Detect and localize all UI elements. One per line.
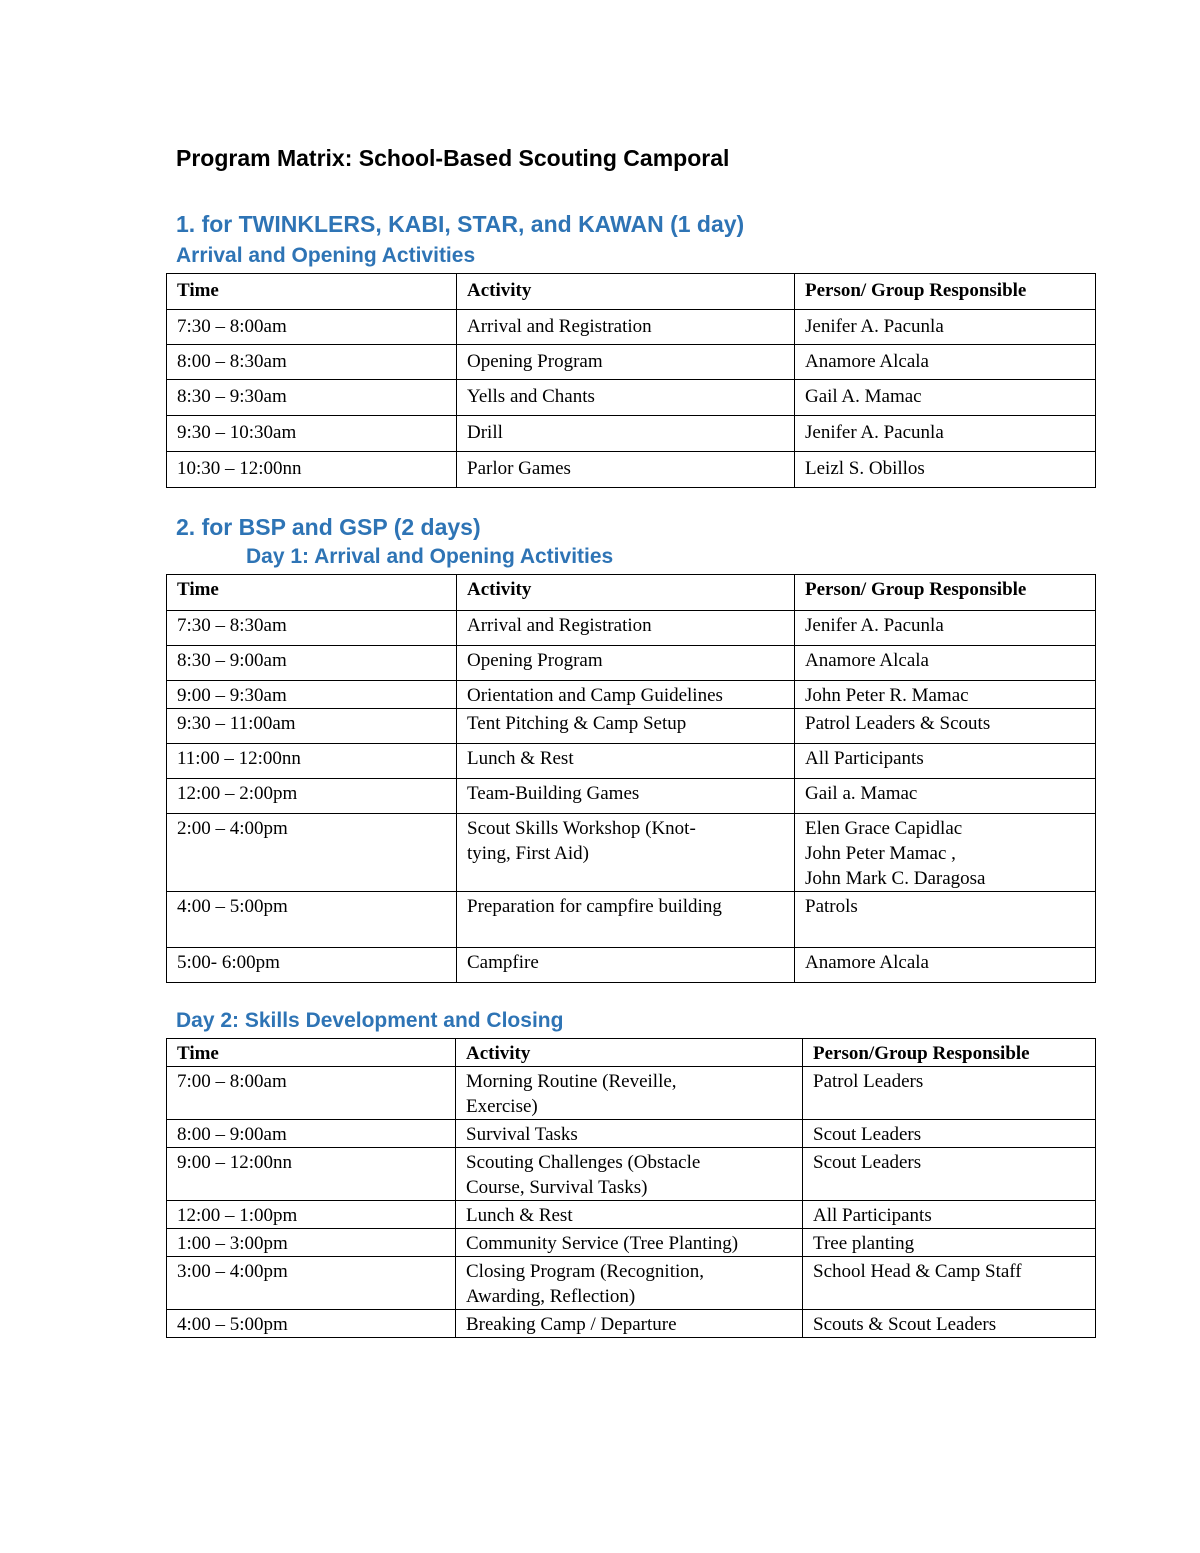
- cell-activity: Survival Tasks: [456, 1120, 803, 1148]
- schedule-table-day-1: [166, 574, 1096, 983]
- cell-activity: Tent Pitching & Camp Setup: [457, 709, 795, 744]
- section-2-heading: 2. for BSP and GSP (2 days): [176, 514, 481, 540]
- table-row: [167, 779, 1096, 814]
- table-header-row: [167, 274, 1096, 310]
- schedule-table-day-2: [166, 1038, 1096, 1338]
- cell-person: Jenifer A. Pacunla: [795, 611, 1096, 646]
- cell-activity: Orientation and Camp Guidelines: [457, 681, 795, 709]
- header-activity: Activity: [457, 575, 795, 611]
- cell-activity: Opening Program: [457, 646, 795, 681]
- cell-time: 7:30 – 8:00am: [167, 310, 457, 345]
- table-row: [167, 744, 1096, 779]
- cell-time: 8:00 – 9:00am: [167, 1120, 456, 1148]
- section-1-subheading: Arrival and Opening Activities: [176, 244, 476, 267]
- cell-activity: Lunch & Rest: [457, 744, 795, 779]
- cell-time: 4:00 – 5:00pm: [167, 892, 457, 948]
- table-row: [167, 1257, 1096, 1310]
- table-row: [167, 1067, 1096, 1120]
- schedule-table-section-1: [166, 273, 1096, 488]
- table-header-row: [167, 1039, 1096, 1067]
- cell-time: 9:00 – 9:30am: [167, 681, 457, 709]
- table-row: [167, 380, 1096, 416]
- cell-time: 5:00- 6:00pm: [167, 948, 457, 983]
- cell-activity: Closing Program (Recognition, Awarding, Reflection): [456, 1257, 803, 1310]
- cell-activity: Preparation for campfire building: [457, 892, 795, 948]
- cell-activity: Community Service (Tree Planting): [456, 1229, 803, 1257]
- cell-person: All Participants: [803, 1201, 1096, 1229]
- header-activity: Activity: [456, 1039, 803, 1067]
- cell-person: School Head & Camp Staff: [803, 1257, 1096, 1310]
- cell-person: Elen Grace Capidlac John Peter Mamac , John Mark C. Daragosa: [795, 814, 1096, 892]
- cell-person: Patrols: [795, 892, 1096, 948]
- cell-person: John Peter R. Mamac: [795, 681, 1096, 709]
- cell-time: 8:00 – 8:30am: [167, 345, 457, 380]
- table-row: [167, 416, 1096, 452]
- cell-person: Gail A. Mamac: [795, 380, 1096, 416]
- table-row: [167, 1120, 1096, 1148]
- cell-time: 9:30 – 11:00am: [167, 709, 457, 744]
- cell-activity: Morning Routine (Reveille, Exercise): [456, 1067, 803, 1120]
- header-person: Person/Group Responsible: [803, 1039, 1096, 1067]
- table-row: [167, 1310, 1096, 1338]
- cell-activity: Scouting Challenges (Obstacle Course, Survival Tasks): [456, 1148, 803, 1201]
- cell-activity: Arrival and Registration: [457, 310, 795, 345]
- cell-activity: Breaking Camp / Departure: [456, 1310, 803, 1338]
- cell-activity: Campfire: [457, 948, 795, 983]
- cell-person: Scout Leaders: [803, 1148, 1096, 1201]
- table-row: [167, 611, 1096, 646]
- cell-time: 12:00 – 1:00pm: [167, 1201, 456, 1229]
- table-row: [167, 1148, 1096, 1201]
- table-row: [167, 1201, 1096, 1229]
- table-row: [167, 310, 1096, 345]
- cell-time: 1:00 – 3:00pm: [167, 1229, 456, 1257]
- cell-activity: Yells and Chants: [457, 380, 795, 416]
- cell-person: Anamore Alcala: [795, 646, 1096, 681]
- table-row: [167, 452, 1096, 488]
- cell-person: Tree planting: [803, 1229, 1096, 1257]
- cell-activity: Parlor Games: [457, 452, 795, 488]
- table-row: [167, 814, 1096, 892]
- cell-person: Gail a. Mamac: [795, 779, 1096, 814]
- cell-person: Patrol Leaders: [803, 1067, 1096, 1120]
- cell-time: 8:30 – 9:30am: [167, 380, 457, 416]
- cell-person: All Participants: [795, 744, 1096, 779]
- cell-activity: Team-Building Games: [457, 779, 795, 814]
- cell-time: 4:00 – 5:00pm: [167, 1310, 456, 1338]
- cell-activity: Drill: [457, 416, 795, 452]
- header-person: Person/ Group Responsible: [795, 274, 1096, 310]
- table-row: [167, 646, 1096, 681]
- table-header-row: [167, 575, 1096, 611]
- cell-time: 8:30 – 9:00am: [167, 646, 457, 681]
- section-1-heading: 1. for TWINKLERS, KABI, STAR, and KAWAN (1 day): [176, 211, 745, 237]
- header-activity: Activity: [457, 274, 795, 310]
- cell-time: 7:30 – 8:30am: [167, 611, 457, 646]
- cell-time: 3:00 – 4:00pm: [167, 1257, 456, 1310]
- table-row: [167, 1229, 1096, 1257]
- cell-time: 10:30 – 12:00nn: [167, 452, 457, 488]
- cell-person: Anamore Alcala: [795, 948, 1096, 983]
- cell-time: 9:00 – 12:00nn: [167, 1148, 456, 1201]
- table-row: [167, 892, 1096, 948]
- section-3-subheading: Day 2: Skills Development and Closing: [176, 1009, 564, 1032]
- cell-time: 9:30 – 10:30am: [167, 416, 457, 452]
- header-person: Person/ Group Responsible: [795, 575, 1096, 611]
- cell-person: Jenifer A. Pacunla: [795, 416, 1096, 452]
- cell-activity: Opening Program: [457, 345, 795, 380]
- cell-person: Jenifer A. Pacunla: [795, 310, 1096, 345]
- cell-activity: Arrival and Registration: [457, 611, 795, 646]
- header-time: Time: [167, 1039, 456, 1067]
- cell-person: Leizl S. Obillos: [795, 452, 1096, 488]
- cell-activity: Scout Skills Workshop (Knot- tying, First Aid): [457, 814, 795, 892]
- table-row: [167, 345, 1096, 380]
- table-row: [167, 709, 1096, 744]
- table-row: [167, 948, 1096, 983]
- header-time: Time: [167, 575, 457, 611]
- cell-time: 12:00 – 2:00pm: [167, 779, 457, 814]
- cell-person: Scouts & Scout Leaders: [803, 1310, 1096, 1338]
- cell-person: Scout Leaders: [803, 1120, 1096, 1148]
- document-title: Program Matrix: School-Based Scouting Camporal: [176, 145, 730, 171]
- cell-time: 2:00 – 4:00pm: [167, 814, 457, 892]
- cell-activity: Lunch & Rest: [456, 1201, 803, 1229]
- table-row: [167, 681, 1096, 709]
- header-time: Time: [167, 274, 457, 310]
- cell-time: 7:00 – 8:00am: [167, 1067, 456, 1120]
- cell-time: 11:00 – 12:00nn: [167, 744, 457, 779]
- section-2-subheading: Day 1: Arrival and Opening Activities: [246, 545, 614, 568]
- cell-person: Anamore Alcala: [795, 345, 1096, 380]
- cell-person: Patrol Leaders & Scouts: [795, 709, 1096, 744]
